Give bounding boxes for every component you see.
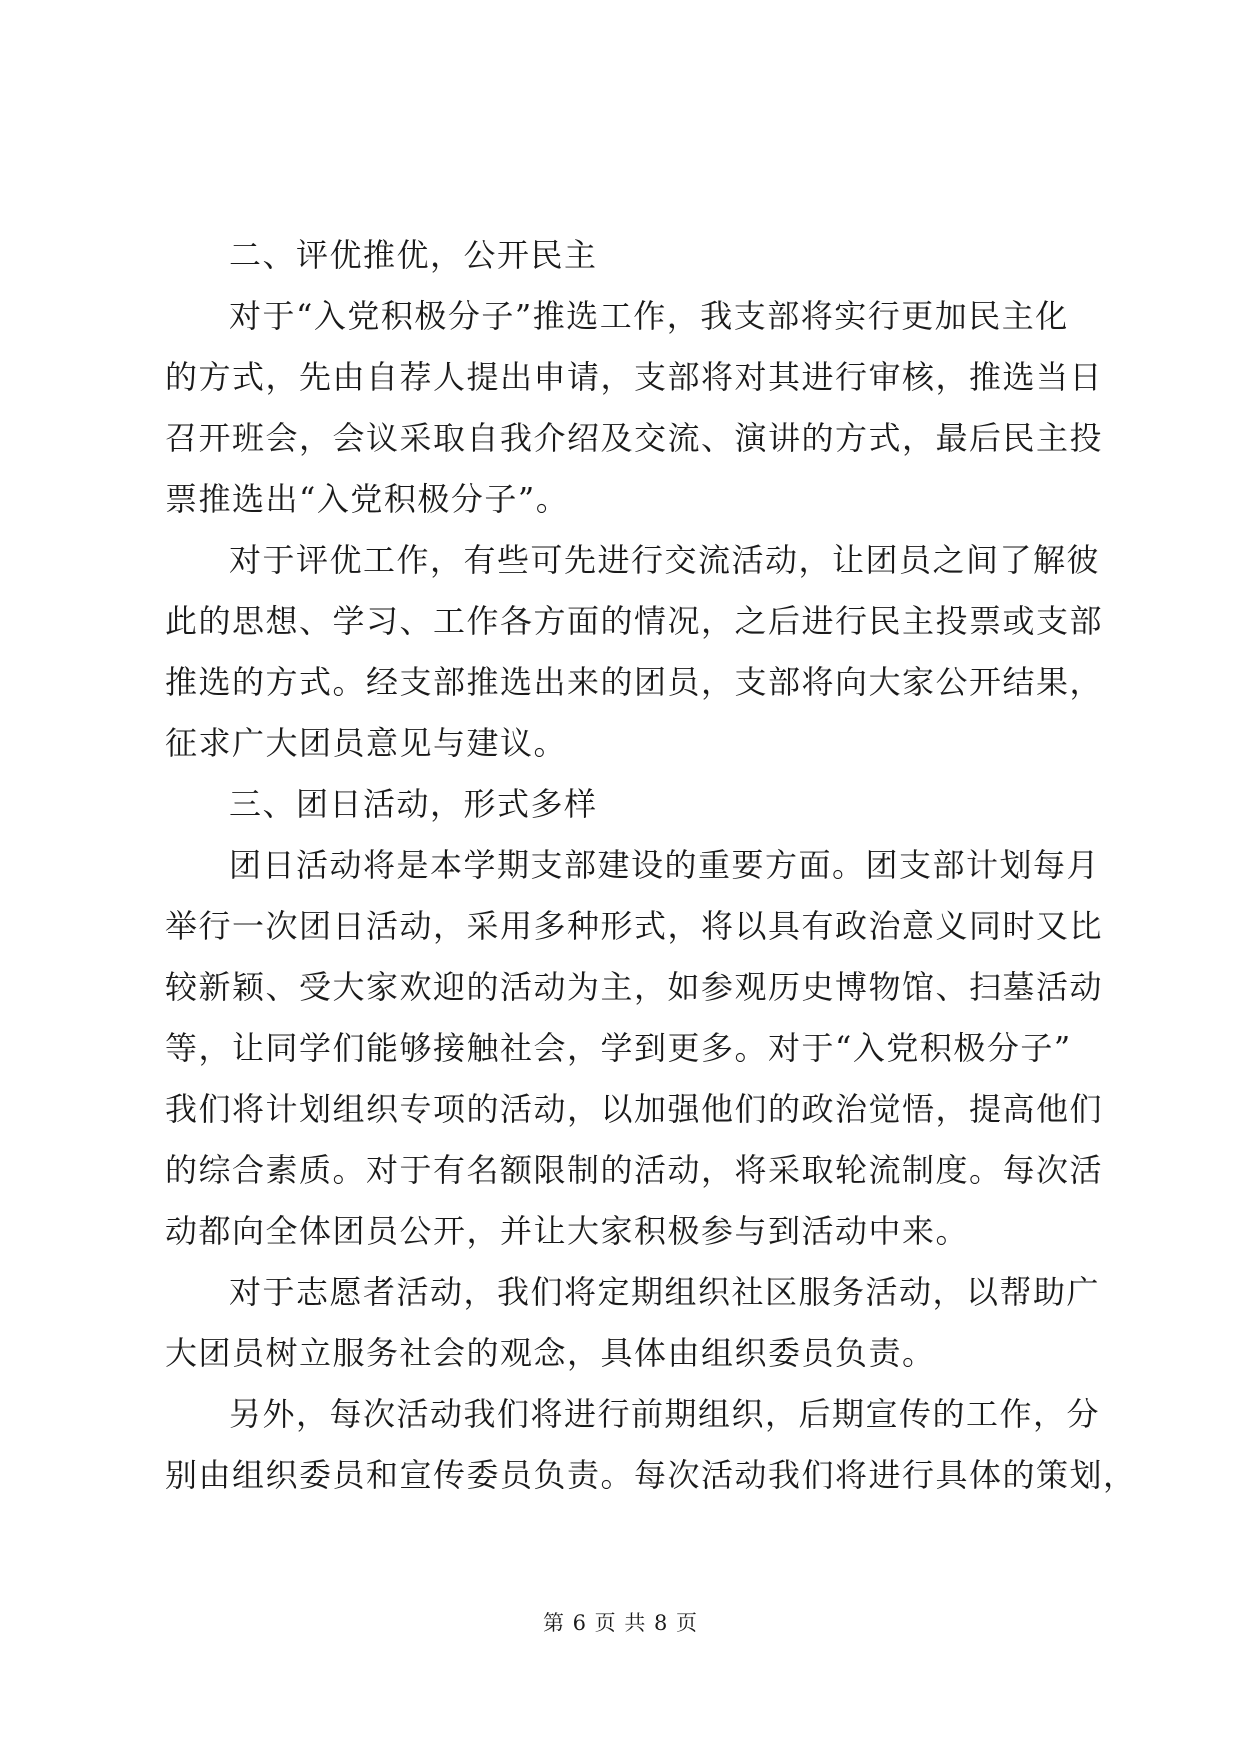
text-line: 的综合素质。对于有名额限制的活动，将采取轮流制度。每次活 [165, 1151, 1104, 1189]
text-line: 征求广大团员意见与建议。 [165, 724, 568, 762]
text-line: 二、评优推优，公开民主 [229, 236, 598, 274]
text-line: 推选的方式。经支部推选出来的团员，支部将向大家公开结果， [165, 663, 1104, 701]
document-body [165, 225, 1137, 1506]
page-footer: 第 6 页 共 8 页 [542, 1611, 699, 1635]
text-line: 另外，每次活动我们将进行前期组织，后期宣传的工作，分 [229, 1395, 1101, 1433]
text-line: 召开班会，会议采取自我介绍及交流、演讲的方式，最后民主投 [165, 419, 1104, 457]
text-line: 此的思想、学习、工作各方面的情况，之后进行民主投票或支部 [165, 602, 1104, 640]
text-line: 三、团日活动，形式多样 [229, 785, 598, 823]
text-line: 团日活动将是本学期支部建设的重要方面。团支部计划每月 [229, 846, 1101, 884]
text-line: 对于评优工作，有些可先进行交流活动，让团员之间了解彼 [229, 541, 1101, 579]
text-line: 等，让同学们能够接触社会，学到更多。对于“入党积极分子” [165, 1029, 1072, 1067]
text-line: 举行一次团日活动，采用多种形式，将以具有政治意义同时又比 [165, 907, 1104, 945]
text-line: 大团员树立服务社会的观念，具体由组织委员负责。 [165, 1334, 936, 1372]
text-line: 较新颖、受大家欢迎的活动为主，如参观历史博物馆、扫墓活动 [165, 968, 1104, 1006]
text-line: 票推选出“入党积极分子”。 [165, 480, 570, 518]
text-line: 我们将计划组织专项的活动，以加强他们的政治觉悟，提高他们 [165, 1090, 1104, 1128]
text-line: 别由组织委员和宣传委员负责。每次活动我们将进行具体的策划， [165, 1456, 1137, 1494]
text-line: 对于志愿者活动，我们将定期组织社区服务活动，以帮助广 [229, 1273, 1101, 1311]
text-line: 对于“入党积极分子”推选工作，我支部将实行更加民主化 [229, 297, 1069, 335]
text-line: 的方式，先由自荐人提出申请，支部将对其进行审核，推选当日 [165, 358, 1104, 396]
text-line: 动都向全体团员公开，并让大家积极参与到活动中来。 [165, 1212, 970, 1250]
